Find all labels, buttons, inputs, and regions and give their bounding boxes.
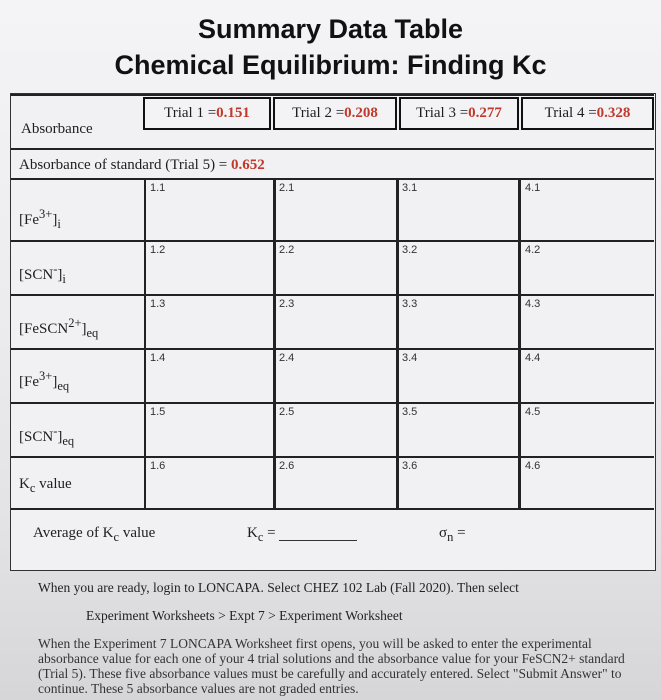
cell-number: 2.6 [279,460,295,472]
cell-number: 3.5 [402,406,418,418]
cell-number: 1.1 [150,182,166,194]
cell-number: 2.3 [279,298,295,310]
sigma-field[interactable]: $\sigma_n$ = [439,525,466,544]
cell-number: 3.3 [402,298,418,310]
instruction-paragraph: When the Experiment 7 LONCAPA Worksheet first opens, you will be asked to enter the experimental absorbance value for each one of your 4 trial solutions and the absorbance value for your FeSCN2+ standard (Trial 5). These five absorbance values must be carefully and accurately entered. Select "Submit Answer" to continue. These 5 absorbance values are not graded entries. [38,636,625,696]
cell-number: 1.6 [150,460,166,472]
page-title: Summary Data Table [197,14,464,44]
cell-number: 4.3 [525,298,541,310]
row-label-scn-initial: $[SCN^-]_i$ [19,262,66,286]
row-label-scn-eq: $[SCN^-]_{eq}$ [19,424,75,448]
kc-answer-line [279,540,357,541]
kc-average-field[interactable]: $K_c$ = [247,525,276,544]
average-kc-label: Average of $K_c$ value [33,525,156,544]
cell-number: 4.1 [525,182,541,194]
cell-number: 1.4 [150,352,166,364]
standard-absorbance: Absorbance of standard (Trial 5) = 0.652 [19,157,265,173]
trial-2-absorbance: Trial 2 = 0.208 [273,97,397,130]
trial-4-absorbance: Trial 4 = 0.328 [521,97,654,130]
cell-number: 4.5 [525,406,541,418]
cell-number: 3.2 [402,244,418,256]
cell-number: 3.6 [402,460,418,472]
row-label-fe-initial: $[Fe^{3+}]_i$ [19,207,61,231]
cell-number: 2.2 [279,244,295,256]
trial-1-absorbance: Trial 1 = 0.151 [143,97,271,130]
trial-3-absorbance: Trial 3 = 0.277 [399,97,519,130]
cell-number: 2.1 [279,182,295,194]
cell-number: 1.5 [150,406,166,418]
row-label-fescn-eq: $[FeSCN^{2+}]_{eq}$ [19,316,99,340]
instruction-line-2: Experiment Worksheets > Expt 7 > Experiment Worksheet [86,608,403,623]
cell-number: 1.3 [150,298,166,310]
absorbance-label: Absorbance [21,121,93,137]
cell-number: 4.4 [525,352,541,364]
row-label-fe-eq: $[Fe^{3+}]_{eq}$ [19,369,70,393]
row-label-kc: $K_c$ value [19,476,72,495]
page-subtitle: Chemical Equilibrium: Finding Kc [114,50,547,80]
cell-number: 2.4 [279,352,295,364]
cell-number: 4.2 [525,244,541,256]
summary-data-table [10,93,656,571]
cell-number: 3.1 [402,182,418,194]
cell-number: 4.6 [525,460,541,472]
cell-number: 2.5 [279,406,295,418]
cell-number: 1.2 [150,244,166,256]
instruction-line-1: When you are ready, login to LONCAPA. Select CHEZ 102 Lab (Fall 2020). Then select [38,580,519,595]
cell-number: 3.4 [402,352,418,364]
